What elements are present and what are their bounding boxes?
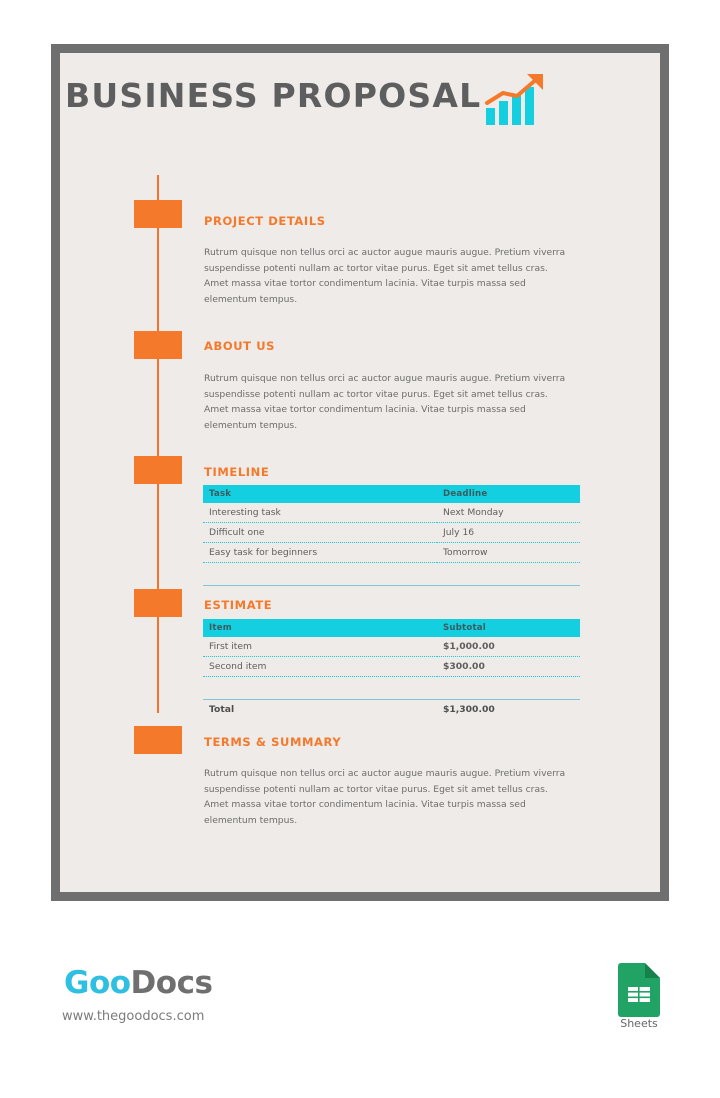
page-top-bar (51, 44, 669, 53)
goodocs-logo-part2: Docs (130, 965, 213, 1001)
section-body-terms-summary: Rutrum quisque non tellus orci ac auctor augue mauris augue. Pretium viverra suspendisse potenti nullam ac tortor vitae purus. Eget sit amet tellus cras. Amet massa vitae tortor condimentum lacinia. Vitae turpis massa sed elementum tempus. (204, 768, 566, 826)
timeline-marker-2 (134, 331, 182, 359)
page-title: BUSINESS PROPOSAL (65, 76, 482, 115)
section-body-project-details: Rutrum quisque non tellus orci ac auctor augue mauris augue. Pretium viverra suspendisse potenti nullam ac tortor vitae purus. Eget sit amet tellus cras. Amet massa vitae tortor condimentum lacinia. Vitae turpis massa sed elementum tempus. (204, 247, 566, 305)
table-row (203, 543, 580, 563)
goodocs-logo-part1: Goo (64, 965, 131, 1001)
table-row-spacer (203, 563, 580, 586)
timeline-marker-3 (134, 456, 182, 484)
table-header-row (203, 619, 580, 637)
timeline-deadline-2: July 16 (437, 523, 580, 543)
estimate-subtotal-1: $1,000.00 (437, 637, 580, 657)
table-row-spacer (203, 677, 580, 700)
timeline-deadline-1: Next Monday (437, 503, 580, 523)
bar-chart-growth-icon (483, 70, 551, 128)
timeline-marker-4 (134, 589, 182, 617)
estimate-item-1: First item (203, 637, 437, 657)
timeline-task-2: Difficult one (203, 523, 437, 543)
estimate-col-item: Item (203, 619, 437, 637)
estimate-total-value: $1,300.00 (443, 704, 495, 715)
timeline-marker-1 (134, 200, 182, 228)
timeline-task-3: Easy task for beginners (203, 543, 437, 563)
estimate-total-row (203, 700, 580, 720)
timeline-table (203, 485, 580, 586)
estimate-table (203, 619, 580, 719)
footer-url[interactable]: www.thegoodocs.com (62, 1009, 205, 1024)
timeline-col-task: Task (203, 485, 437, 503)
timeline-deadline-3: Tomorrow (437, 543, 580, 563)
section-title-project-details: PROJECT DETAILS (204, 214, 326, 228)
section-title-about-us: ABOUT US (204, 339, 276, 353)
page-right-bar (660, 44, 669, 901)
estimate-total-label: Total (209, 704, 235, 715)
timeline-spine (157, 175, 159, 713)
estimate-col-subtotal: Subtotal (437, 619, 580, 637)
timeline-task-1: Interesting task (203, 503, 437, 523)
table-row (203, 657, 580, 677)
section-title-estimate: ESTIMATE (204, 598, 273, 612)
timeline-col-deadline: Deadline (437, 485, 580, 503)
table-header-row (203, 485, 580, 503)
section-title-timeline: TIMELINE (204, 465, 270, 479)
table-row (203, 523, 580, 543)
section-title-terms-summary: TERMS & SUMMARY (204, 735, 342, 749)
timeline-marker-5 (134, 726, 182, 754)
table-row (203, 637, 580, 657)
section-body-about-us: Rutrum quisque non tellus orci ac auctor augue mauris augue. Pretium viverra suspendisse potenti nullam ac tortor vitae purus. Eget sit amet tellus cras. Amet massa vitae tortor condimentum lacinia. Vitae turpis massa sed elementum tempus. (204, 373, 566, 431)
page-left-bar (51, 44, 60, 901)
estimate-subtotal-2: $300.00 (437, 657, 580, 677)
page-bottom-bar (51, 892, 669, 901)
goodocs-logo (64, 965, 212, 1001)
table-row (203, 503, 580, 523)
estimate-item-2: Second item (203, 657, 437, 677)
sheets-label: Sheets (620, 1017, 658, 1030)
google-sheets-icon (618, 963, 660, 1017)
